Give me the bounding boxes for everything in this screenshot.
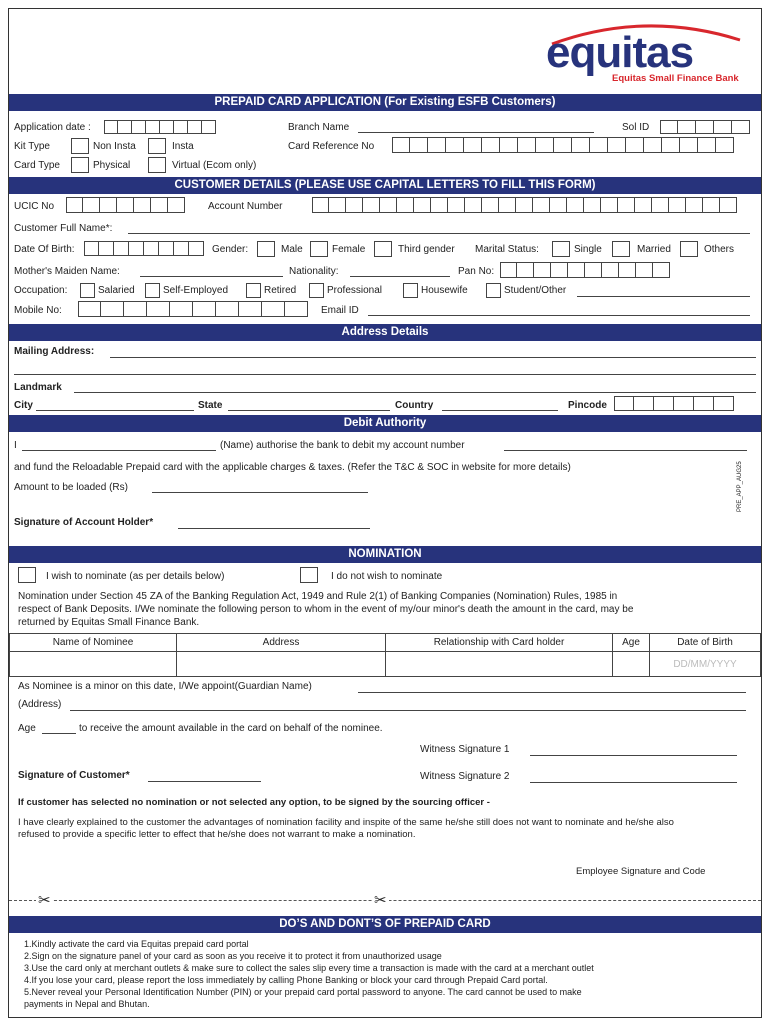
guardian-address-field[interactable] xyxy=(70,710,746,711)
card-ref-boxes[interactable] xyxy=(392,137,734,153)
form-code: PRE_APP_AUG25 xyxy=(737,461,743,512)
branch-name-label: Branch Name xyxy=(288,122,350,133)
nomination-para-line2: respect of Bank Deposits. I/We nominate the following person to whom in the event of my/our minor's death the amount in the card, may be xyxy=(18,604,634,615)
account-number-label: Account Number xyxy=(208,201,283,212)
nominee-relationship-cell[interactable] xyxy=(386,652,613,677)
employee-signature-label: Employee Signature and Code xyxy=(576,866,706,877)
guardian-address-label: (Address) xyxy=(18,699,62,710)
nominee-name-cell[interactable] xyxy=(10,652,177,677)
dos-item-1: 1.Kindly activate the card via Equitas prepaid card portal xyxy=(24,939,249,949)
customer-section-title: CUSTOMER DETAILS (PLEASE USE CAPITAL LETTERS TO FILL THIS FORM) xyxy=(9,177,761,194)
country-field[interactable] xyxy=(442,410,558,411)
col-relationship: Relationship with Card holder xyxy=(386,634,613,652)
card-physical-checkbox[interactable] xyxy=(71,157,89,173)
officer-declaration-line2: refused to provide a specific letter to effect that he/she does not warrant to make a nomination. xyxy=(18,829,416,840)
kit-insta-label: Insta xyxy=(172,141,194,152)
col-address: Address xyxy=(177,634,386,652)
full-name-label: Customer Full Name*: xyxy=(14,223,113,234)
city-label: City xyxy=(14,400,33,411)
ucic-boxes[interactable] xyxy=(66,197,185,213)
country-label: Country xyxy=(395,400,434,411)
kit-insta-checkbox[interactable] xyxy=(148,138,166,154)
state-label: State xyxy=(198,400,223,411)
dos-item-2: 2.Sign on the signature panel of your card as soon as you receive it to protect it from unauthorized usage xyxy=(24,951,442,961)
gender-label: Gender: xyxy=(212,244,249,255)
occupation-salaried-checkbox[interactable] xyxy=(80,283,95,298)
guardian-name-field[interactable] xyxy=(358,692,746,693)
card-physical-label: Physical xyxy=(93,160,131,171)
nominee-table-header xyxy=(10,634,761,652)
occupation-salaried-label: Salaried xyxy=(98,285,135,296)
nominate-no-checkbox[interactable] xyxy=(300,567,318,583)
gender-male-checkbox[interactable] xyxy=(257,241,275,257)
mailing-address-line-2[interactable] xyxy=(14,374,756,375)
mother-name-field[interactable] xyxy=(140,276,283,277)
col-date-of-birth: Date of Birth xyxy=(650,634,761,652)
kit-type-label: Kit Type xyxy=(14,141,50,152)
occupation-self-employed-label: Self-Employed xyxy=(163,285,229,296)
card-virtual-checkbox[interactable] xyxy=(148,157,166,173)
nominee-age-cell[interactable] xyxy=(613,652,650,677)
card-type-label: Card Type xyxy=(14,160,60,171)
account-number-boxes[interactable] xyxy=(312,197,737,213)
dob-boxes[interactable] xyxy=(84,241,204,256)
nominee-dob-cell[interactable]: DD/MM/YYYY xyxy=(650,652,761,677)
application-date-label: Application date : xyxy=(14,122,91,133)
pan-boxes[interactable] xyxy=(500,262,670,278)
occupation-housewife-checkbox[interactable] xyxy=(403,283,418,298)
occupation-student-label: Student/Other xyxy=(504,285,567,296)
kit-non-insta-checkbox[interactable] xyxy=(71,138,89,154)
pan-label: Pan No: xyxy=(458,266,495,277)
gender-female-label: Female xyxy=(332,244,366,255)
mobile-boxes[interactable] xyxy=(78,301,308,317)
nominee-address-cell[interactable] xyxy=(177,652,386,677)
sol-id-boxes[interactable] xyxy=(660,120,750,134)
card-ref-label: Card Reference No xyxy=(288,141,375,152)
landmark-label: Landmark xyxy=(14,382,62,393)
debit-fund-text: and fund the Reloadable Prepaid card with the applicable charges & taxes. (Refer the T&C & SOC in website for more details) xyxy=(14,462,571,473)
occupation-other-field[interactable] xyxy=(577,296,750,297)
dos-item-5-cont: payments in Nepal and Bhutan. xyxy=(24,999,150,1009)
occupation-label: Occupation: xyxy=(14,285,68,296)
mobile-label: Mobile No: xyxy=(14,305,62,316)
card-virtual-label: Virtual (Ecom only) xyxy=(172,160,257,171)
occupation-student-checkbox[interactable] xyxy=(486,283,501,298)
occupation-housewife-label: Housewife xyxy=(421,285,468,296)
marital-single-checkbox[interactable] xyxy=(552,241,570,257)
witness-1-field[interactable] xyxy=(530,755,737,756)
gender-female-checkbox[interactable] xyxy=(310,241,328,257)
guardian-age-label: Age xyxy=(18,723,36,734)
debit-authorise-text: (Name) authorise the bank to debit my account number xyxy=(220,440,465,451)
nominee-table-row[interactable] xyxy=(10,652,761,677)
nominate-yes-label: I wish to nominate (as per details below) xyxy=(46,571,225,582)
account-holder-signature-label: Signature of Account Holder* xyxy=(14,517,154,528)
witness-2-label: Witness Signature 2 xyxy=(420,771,510,782)
occupation-self-employed-checkbox[interactable] xyxy=(145,283,160,298)
nomination-para-line1: Nomination under Section 45 ZA of the Banking Regulation Act, 1949 and Rule 2(1) of Banking Companies (Nomination) Rules, 1985 in xyxy=(18,591,618,602)
gender-male-label: Male xyxy=(281,244,303,255)
gender-third-checkbox[interactable] xyxy=(374,241,392,257)
city-field[interactable] xyxy=(36,410,194,411)
debit-i-label: I xyxy=(14,440,17,451)
mailing-address-line-1[interactable] xyxy=(110,357,756,358)
col-name-of-nominee: Name of Nominee xyxy=(10,634,177,652)
customer-signature-field[interactable] xyxy=(148,781,261,782)
branch-name-field[interactable] xyxy=(358,132,594,133)
dos-item-5: 5.Never reveal your Personal Identification Number (PIN) or your prepaid card portal password to anyone. The card cannot be used to make xyxy=(24,987,582,997)
scissors-icon: ✂ xyxy=(374,892,387,909)
marital-others-checkbox[interactable] xyxy=(680,241,698,257)
email-field[interactable] xyxy=(368,315,750,316)
mother-name-label: Mother's Maiden Name: xyxy=(14,266,120,277)
col-age: Age xyxy=(613,634,650,652)
pincode-boxes[interactable] xyxy=(614,396,734,411)
dob-label: Date Of Birth: xyxy=(14,244,75,255)
nominee-table xyxy=(9,633,761,677)
logo-word: equitas xyxy=(546,28,694,77)
witness-2-field[interactable] xyxy=(530,782,737,783)
officer-note: If customer has selected no nomination or not selected any option, to be signed by the sourcing officer - xyxy=(18,797,490,808)
marital-others-label: Others xyxy=(704,244,735,255)
kit-non-insta-label: Non Insta xyxy=(93,141,136,152)
dos-item-4: 4.If you lose your card, please report the loss immediately by calling Phone Banking or block your card through Prepaid Card portal. xyxy=(24,975,548,985)
account-holder-signature-field[interactable] xyxy=(178,528,370,529)
debit-section-title: Debit Authority xyxy=(9,415,761,432)
customer-signature-label: Signature of Customer* xyxy=(18,770,130,781)
scissors-icon: ✂ xyxy=(38,892,51,909)
nationality-field[interactable] xyxy=(350,276,450,277)
amount-field[interactable] xyxy=(152,492,368,493)
equitas-logo xyxy=(540,18,750,88)
application-date-boxes[interactable] xyxy=(104,120,216,134)
address-section-title: Address Details xyxy=(9,324,761,341)
mailing-address-label: Mailing Address: xyxy=(14,346,95,357)
guardian-age-field[interactable] xyxy=(42,733,76,734)
occupation-retired-label: Retired xyxy=(264,285,297,296)
debit-account-field[interactable] xyxy=(504,450,747,451)
officer-declaration-line1: I have clearly explained to the customer the advantages of nomination facility and inspite of the same he/she still does not want to nominate and he/she also xyxy=(18,817,674,828)
marital-married-label: Married xyxy=(637,244,671,255)
sol-id-label: Sol ID xyxy=(622,122,650,133)
marital-married-checkbox[interactable] xyxy=(612,241,630,257)
logo-tagline: Equitas Small Finance Bank xyxy=(612,73,739,84)
guardian-age-text: to receive the amount available in the card on behalf of the nominee. xyxy=(79,723,383,734)
occupation-professional-label: Professional xyxy=(327,285,383,296)
nationality-label: Nationality: xyxy=(289,266,339,277)
guardian-label: As Nominee is a minor on this date, I/We appoint(Guardian Name) xyxy=(18,681,312,692)
dos-donts-title: DO’S AND DONT’S OF PREPAID CARD xyxy=(9,916,761,933)
pincode-label: Pincode xyxy=(568,400,607,411)
full-name-field[interactable] xyxy=(128,233,750,234)
marital-single-label: Single xyxy=(574,244,602,255)
nominate-no-label: I do not wish to nominate xyxy=(331,571,443,582)
state-field[interactable] xyxy=(228,410,390,411)
email-label: Email ID xyxy=(321,305,359,316)
landmark-field[interactable] xyxy=(74,392,756,393)
occupation-retired-checkbox[interactable] xyxy=(246,283,261,298)
form-title: PREPAID CARD APPLICATION (For Existing ESFB Customers) xyxy=(9,94,761,111)
witness-1-label: Witness Signature 1 xyxy=(420,744,510,755)
nomination-para-line3: returned by Equitas Small Finance Bank. xyxy=(18,617,200,628)
amount-label: Amount to be loaded (Rs) xyxy=(14,482,128,493)
marital-label: Marital Status: xyxy=(475,244,539,255)
dos-item-3: 3.Use the card only at merchant outlets & make sure to collect the sales slip every time a transaction is made with the card at a merchant outlet xyxy=(24,963,594,973)
occupation-professional-checkbox[interactable] xyxy=(309,283,324,298)
gender-third-label: Third gender xyxy=(398,244,455,255)
ucic-label: UCIC No xyxy=(14,201,55,212)
nomination-section-title: NOMINATION xyxy=(9,546,761,563)
debit-name-field[interactable] xyxy=(22,450,216,451)
nominate-yes-checkbox[interactable] xyxy=(18,567,36,583)
